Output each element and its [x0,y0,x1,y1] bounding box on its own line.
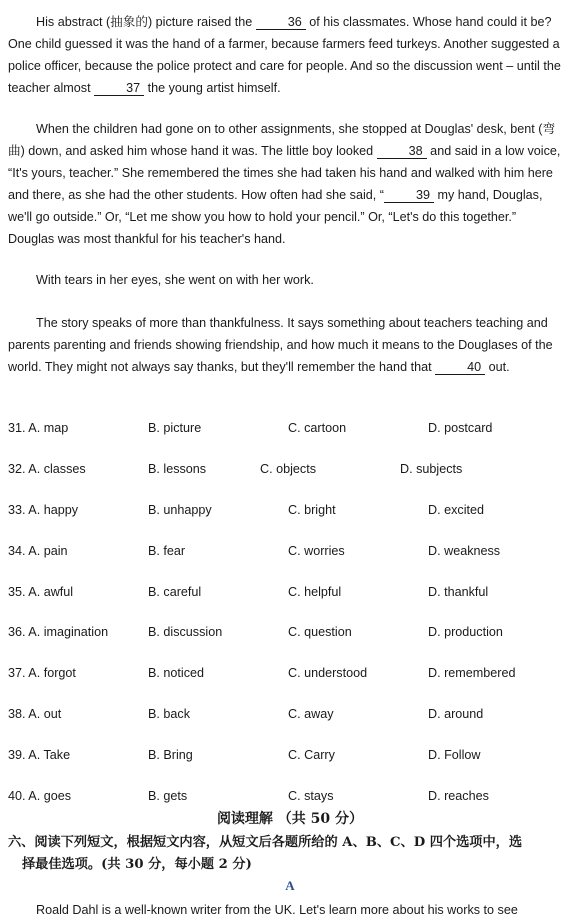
option-c: C. helpful [288,585,342,599]
section-instructions [8,832,568,876]
option-row-40 [8,789,568,807]
option-c: C. worries [288,544,345,558]
option-d: D. remembered [428,666,516,680]
option-a: 34. A. pain [8,544,68,558]
option-c: C. question [288,625,352,639]
paragraph-1 [8,11,564,99]
option-a: 32. A. classes [8,462,86,476]
p2-text-3: my hand, Douglas, we'll go outside.” Or, “Let me show you how to hold your pencil.” Or, “Let's do this together.” Douglas was most thankful for his teacher's hand. [8,188,543,246]
option-row-37 [8,666,568,684]
option-d: D. reaches [428,789,489,803]
option-c: C. cartoon [288,421,347,435]
p4-text-2: out. [485,360,510,374]
blank-40: 40 [435,360,485,375]
passage-label: A [285,878,295,893]
option-b: B. fear [148,544,186,558]
passage-a-text: Roald Dahl is a well-known writer from the UK. Let's learn more about his works to see [36,903,518,917]
p1-text-1: His abstract (抽象的) picture raised the [36,15,256,29]
option-d: D. excited [428,503,484,517]
blank-37: 37 [94,81,144,96]
option-row-31 [8,421,568,439]
option-row-38 [8,707,568,725]
p4-text-1: The story speaks of more than thankfulness. It says something about teachers teaching and parents parenting and friends showing friendship, and how much it means to the Douglases of the world. They might not always say thanks, but they'll remember the hand that [8,316,553,374]
option-c: C. understood [288,666,368,680]
option-row-35 [8,585,568,603]
paragraph-4 [8,312,564,378]
p2-text-1: When the children had gone on to other assignments, she stopped at Douglas' desk, bent (弯曲) down, and asked him whose hand it was. The little boy looked [8,122,556,158]
option-row-34 [8,544,568,562]
option-a: 31. A. map [8,421,69,435]
option-a: 39. A. Take [8,748,71,762]
option-b: B. unhappy [148,503,212,517]
option-b: B. back [148,707,190,721]
option-b: B. careful [148,585,202,599]
option-row-36 [8,625,568,643]
option-d: D. thankful [428,585,489,599]
option-c: C. objects [260,462,316,476]
instructions-line-2: 择最佳选项。(共 30 分，每小题 2 分) [22,857,252,872]
option-row-39 [8,748,568,766]
option-a: 33. A. happy [8,503,79,517]
option-c: C. away [288,707,334,721]
option-c: C. bright [288,503,336,517]
option-a: 37. A. forgot [8,666,76,680]
option-d: D. postcard [428,421,493,435]
blank-36: 36 [256,15,306,30]
option-b: B. picture [148,421,202,435]
blank-38: 38 [377,144,427,159]
option-a: 40. A. goes [8,789,72,803]
section-title: 阅读理解 （共 50 分） [216,811,364,827]
option-a: 36. A. imagination [8,625,109,639]
option-b: B. noticed [148,666,205,680]
passage-a-first-line [8,900,568,920]
option-d: D. around [428,707,484,721]
option-d: D. weakness [428,544,501,558]
paragraph-2 [8,118,564,250]
instructions-line-1: 六、阅读下列短文，根据短文内容，从短文后各题所给的 A、B、C、D 四个选项中，选 [8,835,523,850]
option-b: B. Bring [148,748,193,762]
p3-text: With tears in her eyes, she went on with her work. [36,273,314,287]
option-b: B. gets [148,789,188,803]
option-c: C. stays [288,789,334,803]
option-c: C. Carry [288,748,335,762]
option-a: 35. A. awful [8,585,74,599]
p2-text-2: and said in a low voice, “It's yours, teacher.” She remembered the times she had taken his hand and walked with him here and there, as she had the other students. How often had she said, “ [8,144,561,202]
option-d: D. Follow [428,748,481,762]
option-a: 38. A. out [8,707,62,721]
p1-text-3: the young artist himself. [144,81,281,95]
paragraph-3 [8,269,564,291]
p1-text-2: of his classmates. Whose hand could it be? One child guessed it was the hand of a farmer, because farmers feed turkeys. Another suggested a police officer, because the police protect and care for people. And so the discussion went – until the teacher almost [8,15,561,95]
option-b: B. discussion [148,625,223,639]
blank-39: 39 [384,188,434,203]
option-b: B. lessons [148,462,207,476]
option-row-33 [8,503,568,521]
option-row-32 [8,462,568,480]
option-d: D. production [428,625,503,639]
option-d: D. subjects [400,462,463,476]
